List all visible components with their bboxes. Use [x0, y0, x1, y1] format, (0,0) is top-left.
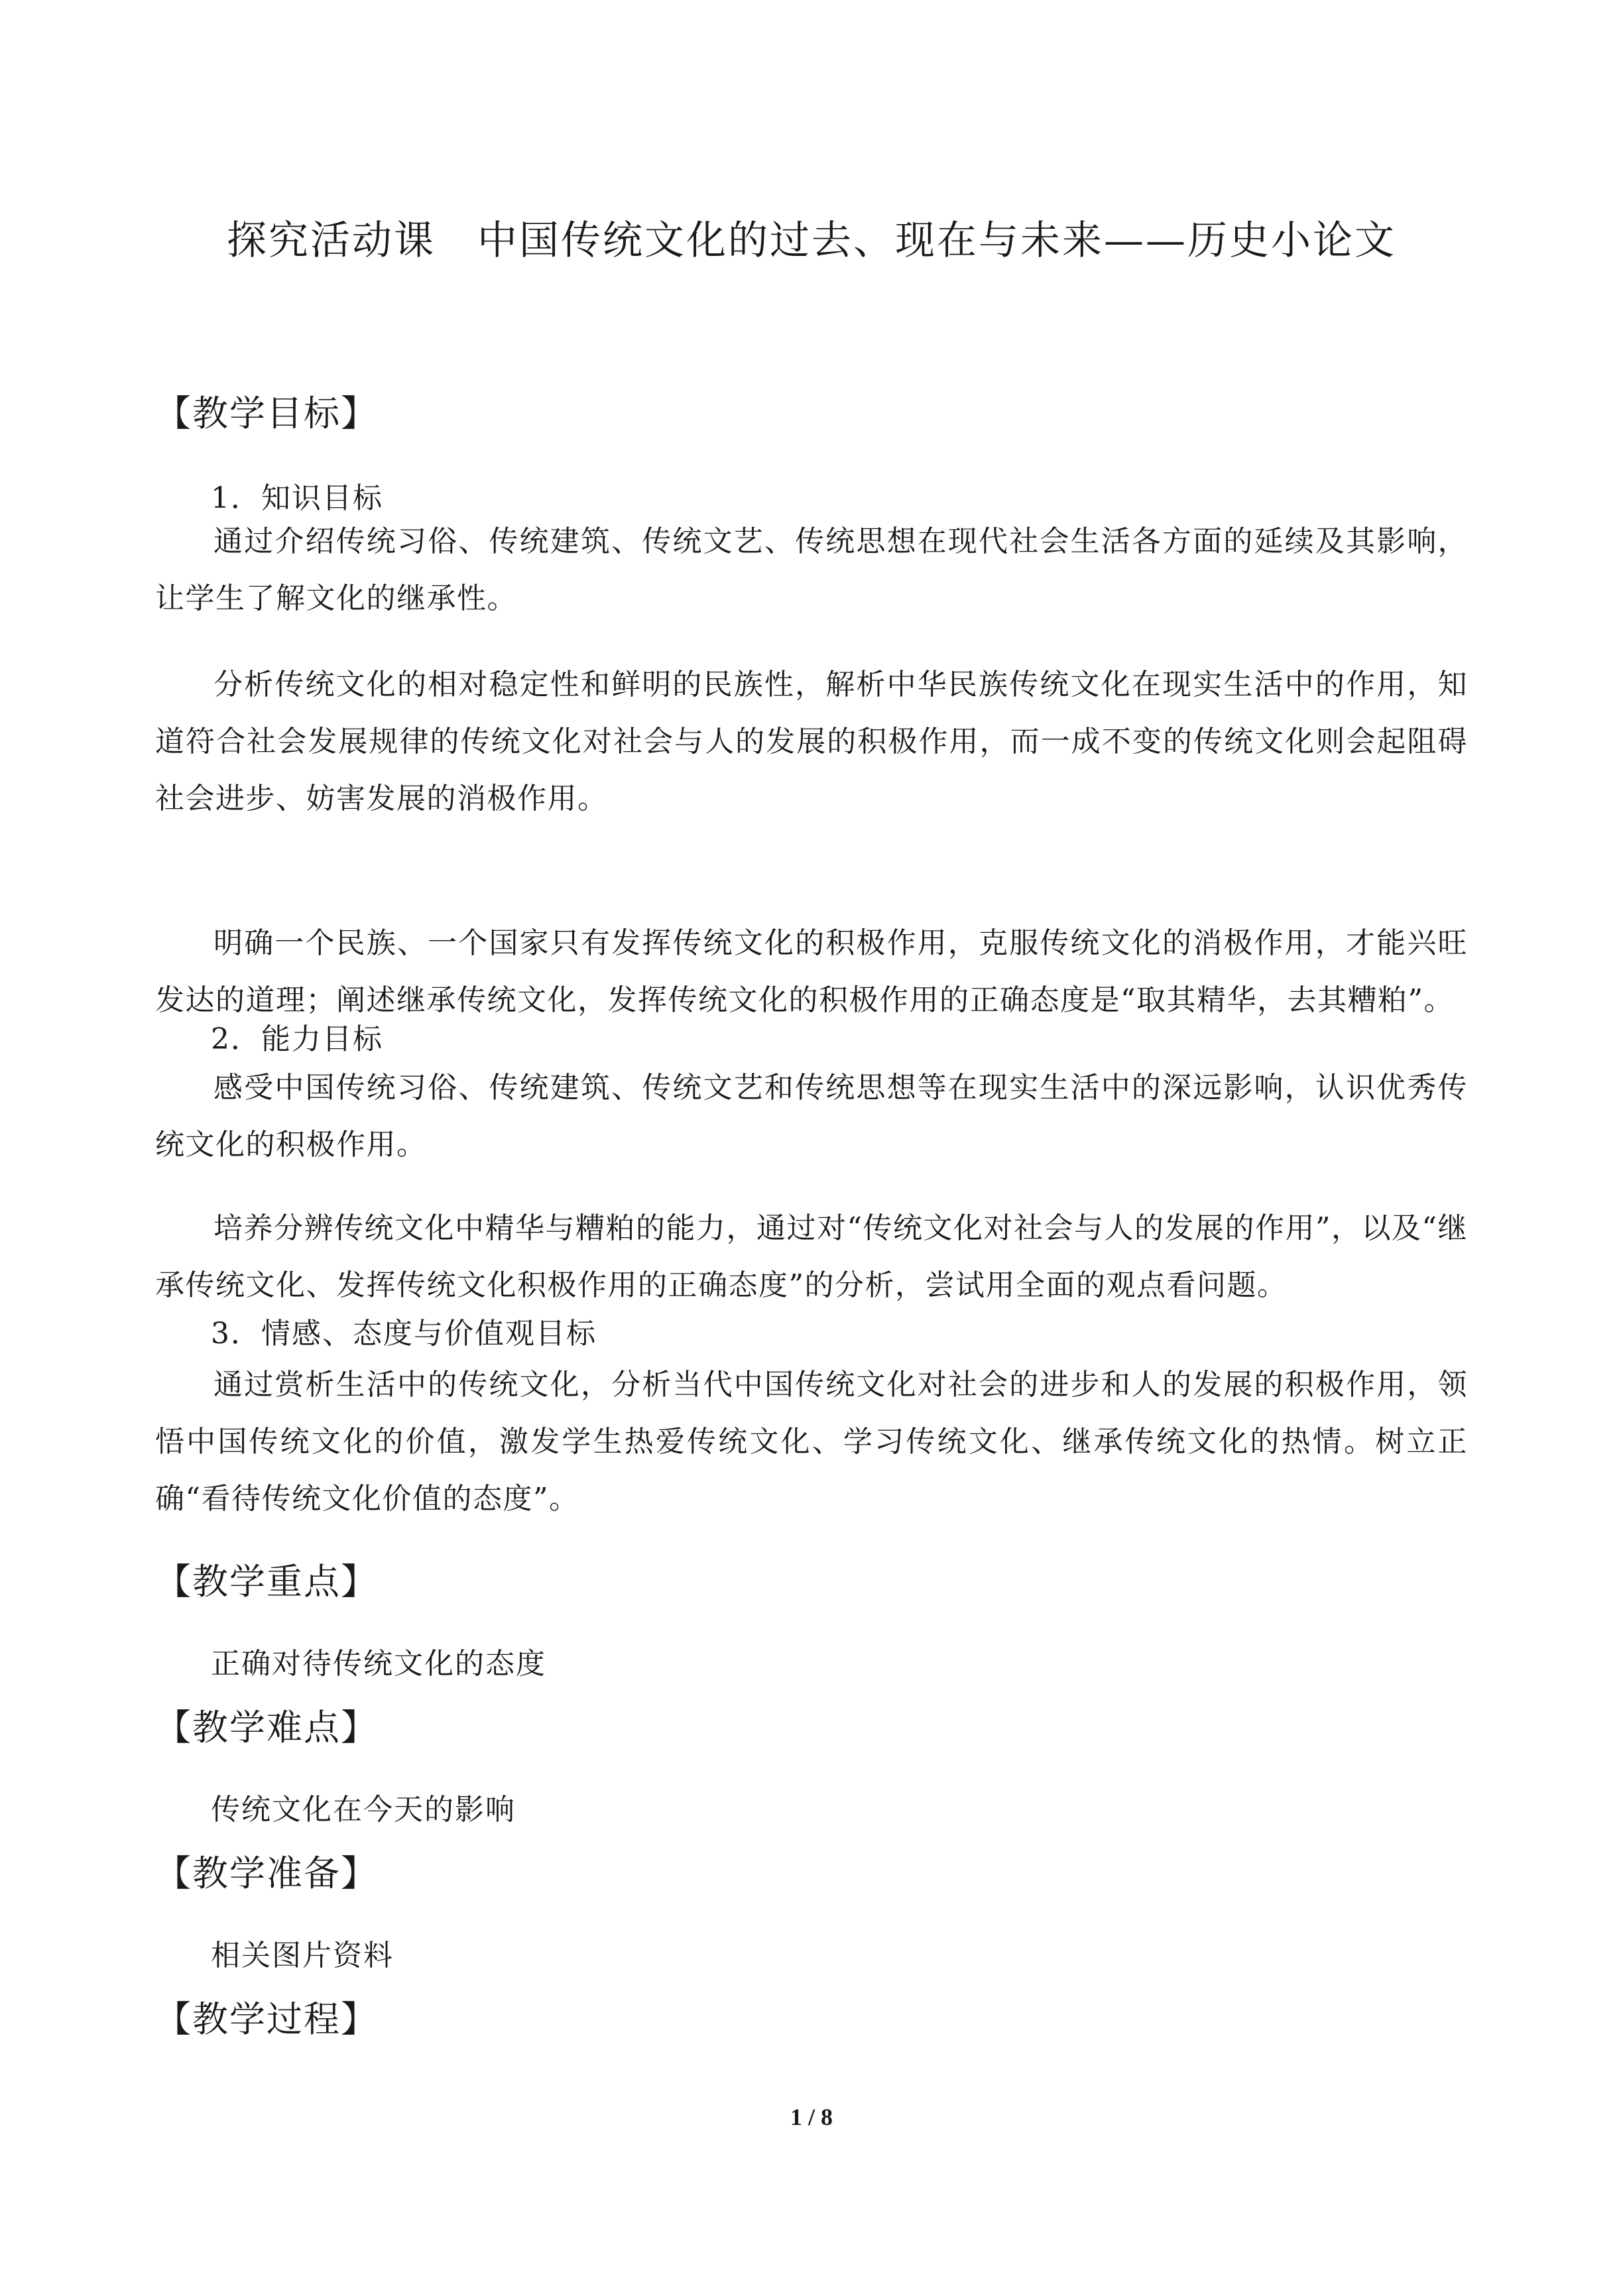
ability-goal-paragraph-2: 培养分辨传统文化中精华与糟粕的能力，通过对“传统文化对社会与人的发展的作用”，以及“继承传统文化、发挥传统文化积极作用的正确态度”的分析，尝试用全面的观点看问题。	[155, 1211, 1468, 1302]
knowledge-goal-paragraph-1: 通过介绍传统习俗、传统建筑、传统文艺、传统思想在现代社会生活各方面的延续及其影响，让学生了解文化的继承性。	[155, 524, 1468, 615]
knowledge-goal-paragraph-3: 明确一个民族、一个国家只有发挥传统文化的积极作用，克服传统文化的消极作用，才能兴旺发达的道理；阐述继承传统文化，发挥传统文化的积极作用的正确态度是“取其精华，去其糟粕”。	[155, 926, 1468, 1017]
section-heading-goals: 【教学目标】	[155, 393, 378, 434]
section-heading-process: 【教学过程】	[155, 1998, 378, 2040]
ability-goal-label: 2．能力目标	[211, 1022, 383, 1056]
page-title: 探究活动课 中国传统文化的过去、现在与未来——历史小论文	[227, 217, 1396, 264]
page-number: 1 / 8	[790, 2104, 833, 2130]
preparation-text: 相关图片资料	[211, 1939, 394, 1972]
section-heading-preparation: 【教学准备】	[155, 1852, 378, 1894]
section-heading-key-point: 【教学重点】	[155, 1561, 378, 1602]
key-point-text: 正确对待传统文化的态度	[211, 1647, 546, 1681]
knowledge-goal-paragraph-2: 分析传统文化的相对稳定性和鲜明的民族性，解析中华民族传统文化在现实生活中的作用，知道符合社会发展规律的传统文化对社会与人的发展的积极作用，而一成不变的传统文化则会起阻碍社会进步、妨害发展的消极作用。	[155, 668, 1468, 816]
ability-goal-paragraph-1: 感受中国传统习俗、传统建筑、传统文艺和传统思想等在现实生活中的深远影响，认识优秀传统文化的积极作用。	[155, 1071, 1468, 1162]
emotion-goal-paragraph-1: 通过赏析生活中的传统文化，分析当代中国传统文化对社会的进步和人的发展的积极作用，领悟中国传统文化的价值，激发学生热爱传统文化、学习传统文化、继承传统文化的热情。树立正确“看待传统文化价值的态度”。	[155, 1368, 1468, 1516]
section-heading-difficulty: 【教学难点】	[155, 1707, 378, 1748]
emotion-goal-label: 3．情感、态度与价值观目标	[211, 1317, 597, 1351]
knowledge-goal-label: 1．知识目标	[211, 481, 383, 515]
difficulty-text: 传统文化在今天的影响	[211, 1793, 516, 1827]
